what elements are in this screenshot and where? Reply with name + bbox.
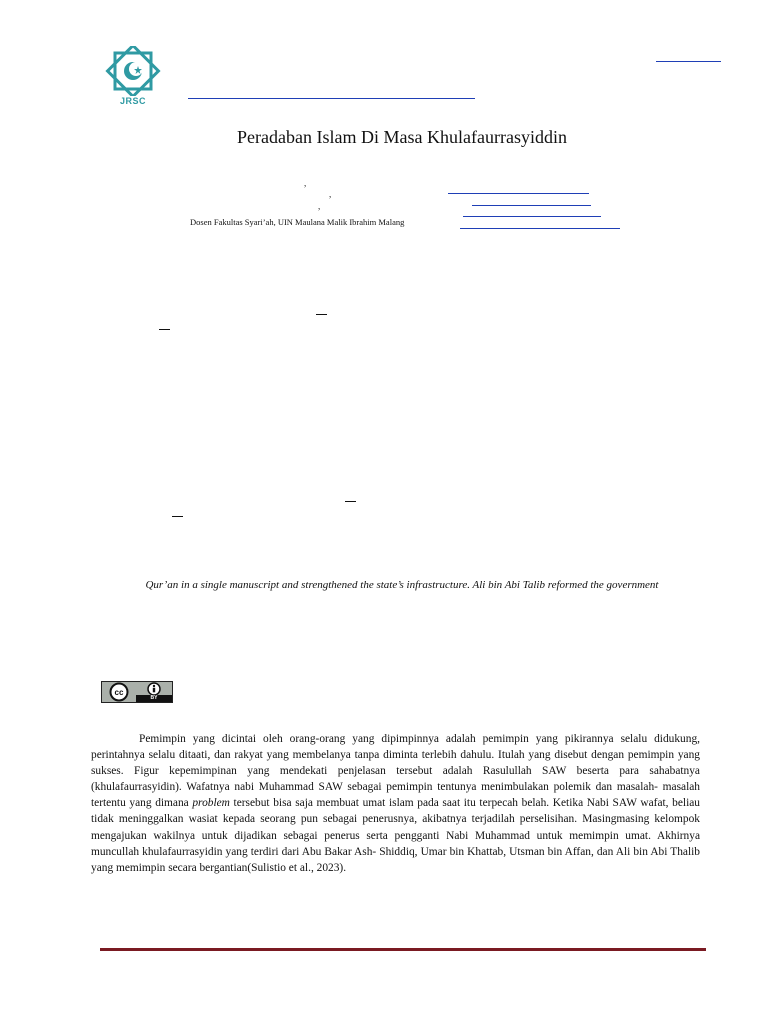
article-title: Peradaban Islam Di Masa Khulafaurrasyiddin	[237, 127, 567, 147]
author-email-link-4[interactable]	[460, 228, 620, 229]
cc-label: cc	[114, 688, 124, 697]
author-email-link-1[interactable]	[448, 193, 589, 194]
author-separator-1: ,	[304, 178, 307, 188]
by-label: BY	[136, 695, 172, 702]
body-paragraph	[91, 731, 700, 876]
cc-icon	[102, 682, 136, 702]
author-affiliation: Dosen Fakultas Syari’ah, UIN Maulana Malik Ibrahim Malang	[190, 217, 405, 227]
star-crescent-icon	[104, 46, 162, 96]
abstract-dash-4	[172, 516, 183, 517]
header-link-journal[interactable]	[188, 98, 475, 99]
abstract-visible-line: Qur’an in a single manuscript and strengthened the state’s infrastructure. Ali bin Abi Talib reformed the government	[145, 579, 659, 591]
license-badge[interactable]	[101, 681, 173, 703]
author-email-link-2[interactable]	[472, 205, 591, 206]
abstract-dash-1	[316, 314, 327, 315]
author-separator-2: ,	[329, 189, 332, 199]
body-text-after: tersebut bisa saja membuat umat islam pada saat itu terpecah belah. Ketika Nabi SAW wafat, beliau tidak meninggalkan wasiat kepada seorang pun sebagai penerusnya, akibatnya terjadilah perselisihan. Masingmasing kelompok mengajukan wakilnya untuk dijadikan sebagai penerus serta pengganti Nabi Muhammad untuk memimpin umat. Akhirnya muncullah khulafaurrasyidin yang terdiri dari Abu Bakar Ash- Shiddiq, Umar bin Khattab, Utsman bin Affan, dan Ali bin Abi Thalib yang memimpin secara bergantian(Sulistio et al., 2023).	[91, 797, 700, 874]
header-link-top-right[interactable]	[656, 61, 721, 62]
abstract-dash-2	[159, 329, 170, 330]
author-separator-3: ,	[318, 201, 321, 211]
by-icon	[136, 682, 172, 702]
body-text-before: Pemimpin yang dicintai oleh orang-orang yang dipimpinnya adalah pemimpin yang pikirannya selalu didukung, perintahnya selalu ditaati, dan rakyat yang membelanya tanpa diminta terlebih dahulu. Itulah yang disebut dengan pemimpin yang sukses. Figur kepemimpinan yang mendekati penjelasan tersebut adalah Rasulullah SAW beserta para sahabatnya (khulafaurrasyidin). Wafatnya nabi Muhammad SAW sebagai pemimpin tentunya menimbulakan polemik dan masalah- masalah tertentu yang dimana	[91, 733, 700, 810]
author-email-link-3[interactable]	[463, 216, 601, 217]
footer-rule	[100, 948, 706, 951]
abstract-dash-3	[345, 501, 356, 502]
journal-logo-text: JRSC	[119, 96, 146, 106]
body-text-italic: problem	[192, 797, 230, 810]
